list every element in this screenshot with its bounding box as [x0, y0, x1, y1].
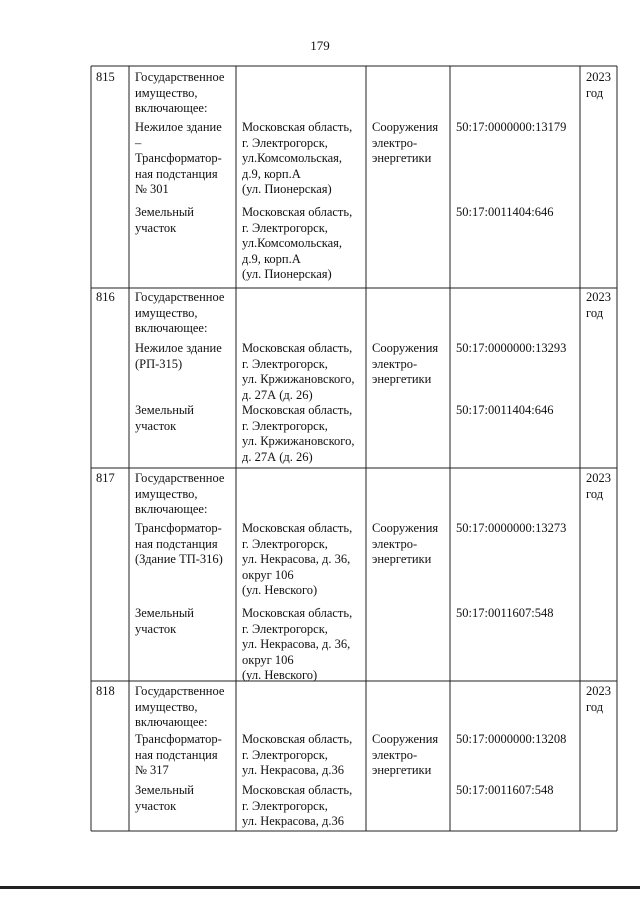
item-name: Трансформатор- ная подстанция (Здание ТП-316): [135, 521, 223, 566]
item-address: Московская область, г. Электрогорск, ул. Некрасова, д.36: [242, 732, 353, 777]
row-title: Государственное имущество, включающее:: [135, 684, 225, 729]
page-number: 179: [310, 38, 330, 53]
item-address: Московская область, г. Электрогорск, ул. Некрасова, д. 36, округ 106 (ул. Невского): [242, 606, 353, 682]
item-name: Нежилое здание (РП-315): [135, 341, 222, 371]
row-title: Государственное имущество, включающее:: [135, 70, 225, 115]
item-cadastral: 50:17:0011404:646: [456, 403, 554, 417]
item-address: Московская область, г. Электрогорск, ул.Комсомольская, д.9, корп.А (ул. Пионерская): [242, 120, 353, 196]
row-year: 2023 год: [586, 684, 611, 714]
item-name: Земельный участок: [135, 606, 194, 636]
item-name: Земельный участок: [135, 205, 194, 235]
item-cadastral: 50:17:0011607:548: [456, 783, 554, 797]
item-name: Земельный участок: [135, 783, 194, 813]
item-category: Сооружения электро- энергетики: [372, 521, 439, 566]
item-cadastral: 50:17:0000000:13208: [456, 732, 567, 746]
item-address: Московская область, г. Электрогорск, ул. Некрасова, д.36: [242, 783, 353, 828]
item-cadastral: 50:17:0000000:13273: [456, 521, 567, 535]
item-name: Трансформатор- ная подстанция № 317: [135, 732, 222, 777]
item-cadastral: 50:17:0011607:548: [456, 606, 554, 620]
item-category: Сооружения электро- энергетики: [372, 732, 439, 777]
item-name: Нежилое здание – Трансформатор- ная подстанция № 301: [135, 120, 222, 196]
item-category: Сооружения электро- энергетики: [372, 120, 439, 165]
row-title: Государственное имущество, включающее:: [135, 290, 225, 335]
item-cadastral: 50:17:0000000:13293: [456, 341, 567, 355]
row-title: Государственное имущество, включающее:: [135, 471, 225, 516]
item-category: Сооружения электро- энергетики: [372, 341, 439, 386]
item-name: Земельный участок: [135, 403, 194, 433]
item-cadastral: 50:17:0000000:13179: [456, 120, 567, 134]
row-year: 2023 год: [586, 290, 611, 320]
row-number: 817: [96, 471, 115, 485]
page-bottom-border: [0, 886, 640, 889]
item-cadastral: 50:17:0011404:646: [456, 205, 554, 219]
row-number: 816: [96, 290, 115, 304]
item-address: Московская область, г. Электрогорск, ул.Комсомольская, д.9, корп.А (ул. Пионерская): [242, 205, 353, 281]
row-number: 818: [96, 684, 115, 698]
item-address: Московская область, г. Электрогорск, ул. Кржижановского, д. 27А (д. 26): [242, 341, 355, 402]
row-year: 2023 год: [586, 70, 611, 100]
row-year: 2023 год: [586, 471, 611, 501]
item-address: Московская область, г. Электрогорск, ул. Некрасова, д. 36, округ 106 (ул. Невского): [242, 521, 353, 597]
item-address: Московская область, г. Электрогорск, ул. Кржижановского, д. 27А (д. 26): [242, 403, 355, 464]
row-number: 815: [96, 70, 115, 84]
